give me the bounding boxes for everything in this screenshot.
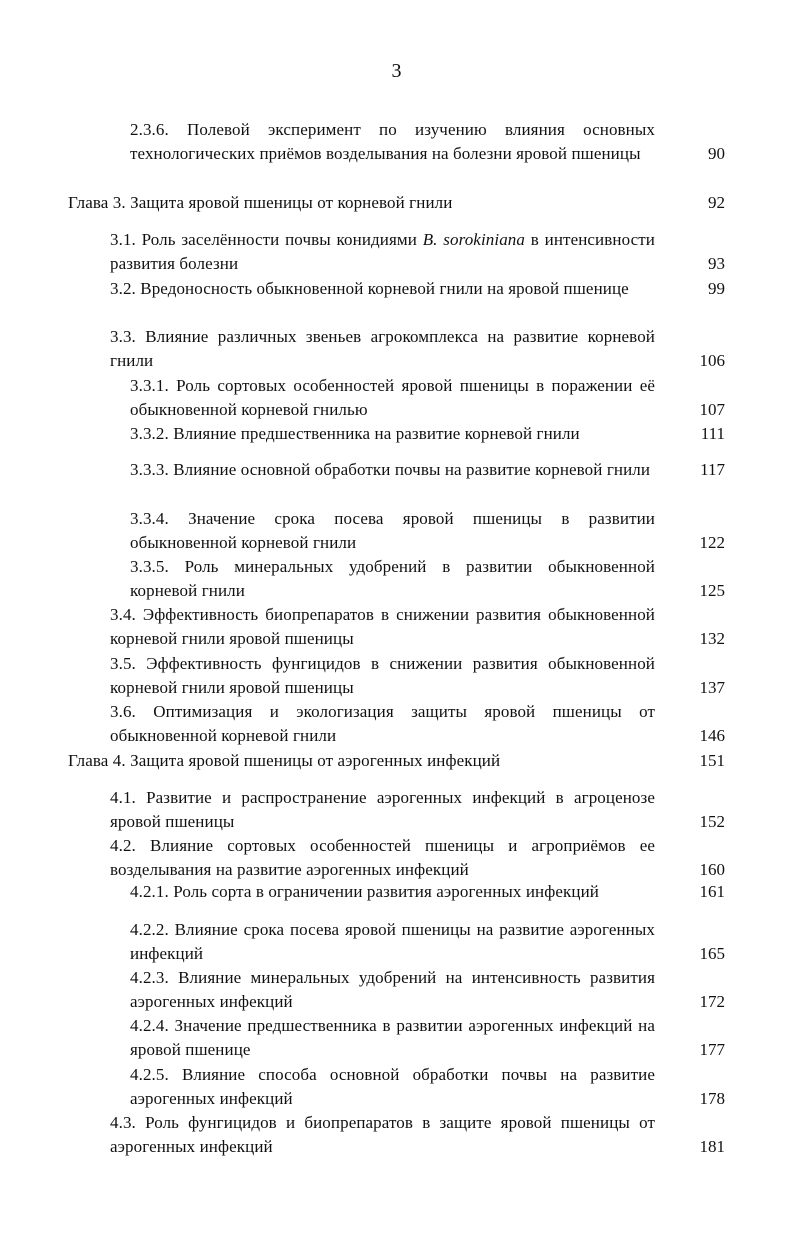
toc-entry-page: 137 [699,678,725,697]
toc-entry-3-3-4 [130,507,725,555]
toc-entry-title: 4.1. Развитие и распространение аэрогенных инфекций в агроценозе яровой пшеницы [110,788,655,831]
toc-entry-chapter-3 [68,191,725,215]
toc-entry-3-3-1 [130,374,725,422]
toc-entry-page: 99 [708,279,725,298]
toc-entry-title: 3.4. Эффективность биопрепаратов в снижении развития обыкновенной корневой гнили яровой пшеницы [110,605,655,648]
toc-entry-page: 165 [699,944,725,963]
toc-entry-3-4 [110,603,725,651]
toc-entry-title: 3.2. Вредоносность обыкновенной корневой гнили на яровой пшенице [110,279,629,298]
toc-entry-3-3-3 [130,458,725,482]
toc-entry-4-1 [110,786,725,834]
toc-entry-4-2-3 [130,966,725,1014]
toc-entry-page: 117 [700,460,725,479]
toc-entry-3-6 [110,700,725,748]
toc-entry-page: 107 [699,400,725,419]
toc-entry-page: 177 [699,1040,725,1059]
toc-entry-title: Глава 3. Защита яровой пшеницы от корневой гнили [68,193,453,212]
toc-entry-3-3-2 [130,422,725,446]
toc-entry-3-5 [110,652,725,700]
species-name: B. sorokiniana [422,230,525,249]
toc-entry-title: 2.3.6. Полевой эксперимент по изучению влияния основных технологических приёмов возделывания на болезни яровой пшеницы [130,120,655,163]
toc-entry-4-2-5 [130,1063,725,1111]
toc-entry-title: 3.3.3. Влияние основной обработки почвы на развитие корневой гнили [130,460,651,479]
toc-entry-title: 3.5. Эффективность фунгицидов в снижении развития обыкновенной корневой гнили яровой пшеницы [110,654,655,697]
toc-entry-page: 178 [699,1089,725,1108]
toc-entry-title: 3.3. Влияние различных звеньев агрокомплекса на развитие корневой гнили [110,327,655,370]
toc-entry-title: 3.3.4. Значение срока посева яровой пшеницы в развитии обыкновенной корневой гнили [130,509,655,552]
toc-entry-page: 161 [699,882,725,901]
toc-entry-page: 132 [699,629,725,648]
toc-entry-chapter-4 [68,749,725,773]
toc-entry-title: 4.2.3. Влияние минеральных удобрений на интенсивность развития аэрогенных инфекций [130,968,655,1011]
toc-entry-title: 4.2.4. Значение предшественника в развитии аэрогенных инфекций на яровой пшенице [130,1016,655,1059]
toc-entry-3-1 [110,228,725,276]
toc-entry-page: 92 [708,193,725,212]
toc-entry-page: 90 [708,144,725,163]
toc-entry-title: Глава 4. Защита яровой пшеницы от аэрогенных инфекций [68,751,501,770]
toc-entry-4-3 [110,1111,725,1159]
toc-entry-title: 3.6. Оптимизация и экологизация защиты яровой пшеницы от обыкновенной корневой гнили [110,702,655,745]
toc-entry-page: 111 [700,424,725,443]
toc-entry-title: 3.3.2. Влияние предшественника на развитие корневой гнили [130,424,580,443]
toc-entry-3-3-5 [130,555,725,603]
toc-entry-title: 4.2.5. Влияние способа основной обработки почвы на развитие аэрогенных инфекций [130,1065,655,1108]
toc-entry-title: 3.1. Роль заселённости почвы конидиями B. sorokiniana в интенсивности развития болезни [110,230,655,273]
toc-entry-page: 122 [699,533,725,552]
toc-entry-page: 146 [699,726,725,745]
toc-entry-title: 4.2.1. Роль сорта в ограничении развития аэрогенных инфекций [130,882,599,901]
toc-entry-3-3 [110,325,725,373]
toc-entry-title: 3.3.1. Роль сортовых особенностей яровой пшеницы в поражении её обыкновенной корневой гнилью [130,376,655,419]
toc-entry-4-2-1 [130,880,725,904]
toc-entry-2-3-6 [130,118,725,166]
toc-entry-page: 160 [699,860,725,879]
toc-entry-title: 4.3. Роль фунгицидов и биопрепаратов в защите яровой пшеницы от аэрогенных инфекций [110,1113,655,1156]
toc-entry-page: 125 [699,581,725,600]
toc-entry-page: 181 [699,1137,725,1156]
toc-entry-4-2-4 [130,1014,725,1062]
toc-entry-title: 4.2.2. Влияние срока посева яровой пшеницы на развитие аэрогенных инфекций [130,920,655,963]
toc-entry-page: 93 [708,254,725,273]
toc-entry-4-2 [110,834,725,882]
toc-entry-4-2-2 [130,918,725,966]
page-number: 3 [391,60,402,82]
toc-entry-page: 172 [699,992,725,1011]
toc-entry-page: 152 [699,812,725,831]
toc-entry-page: 106 [699,351,725,370]
toc-entry-title: 3.3.5. Роль минеральных удобрений в развитии обыкновенной корневой гнили [130,557,655,600]
toc-entry-page: 151 [699,751,725,770]
toc-entry-title: 4.2. Влияние сортовых особенностей пшеницы и агроприёмов ее возделывания на развитие аэрогенных инфекций [110,836,655,879]
toc-entry-3-2 [110,277,725,301]
